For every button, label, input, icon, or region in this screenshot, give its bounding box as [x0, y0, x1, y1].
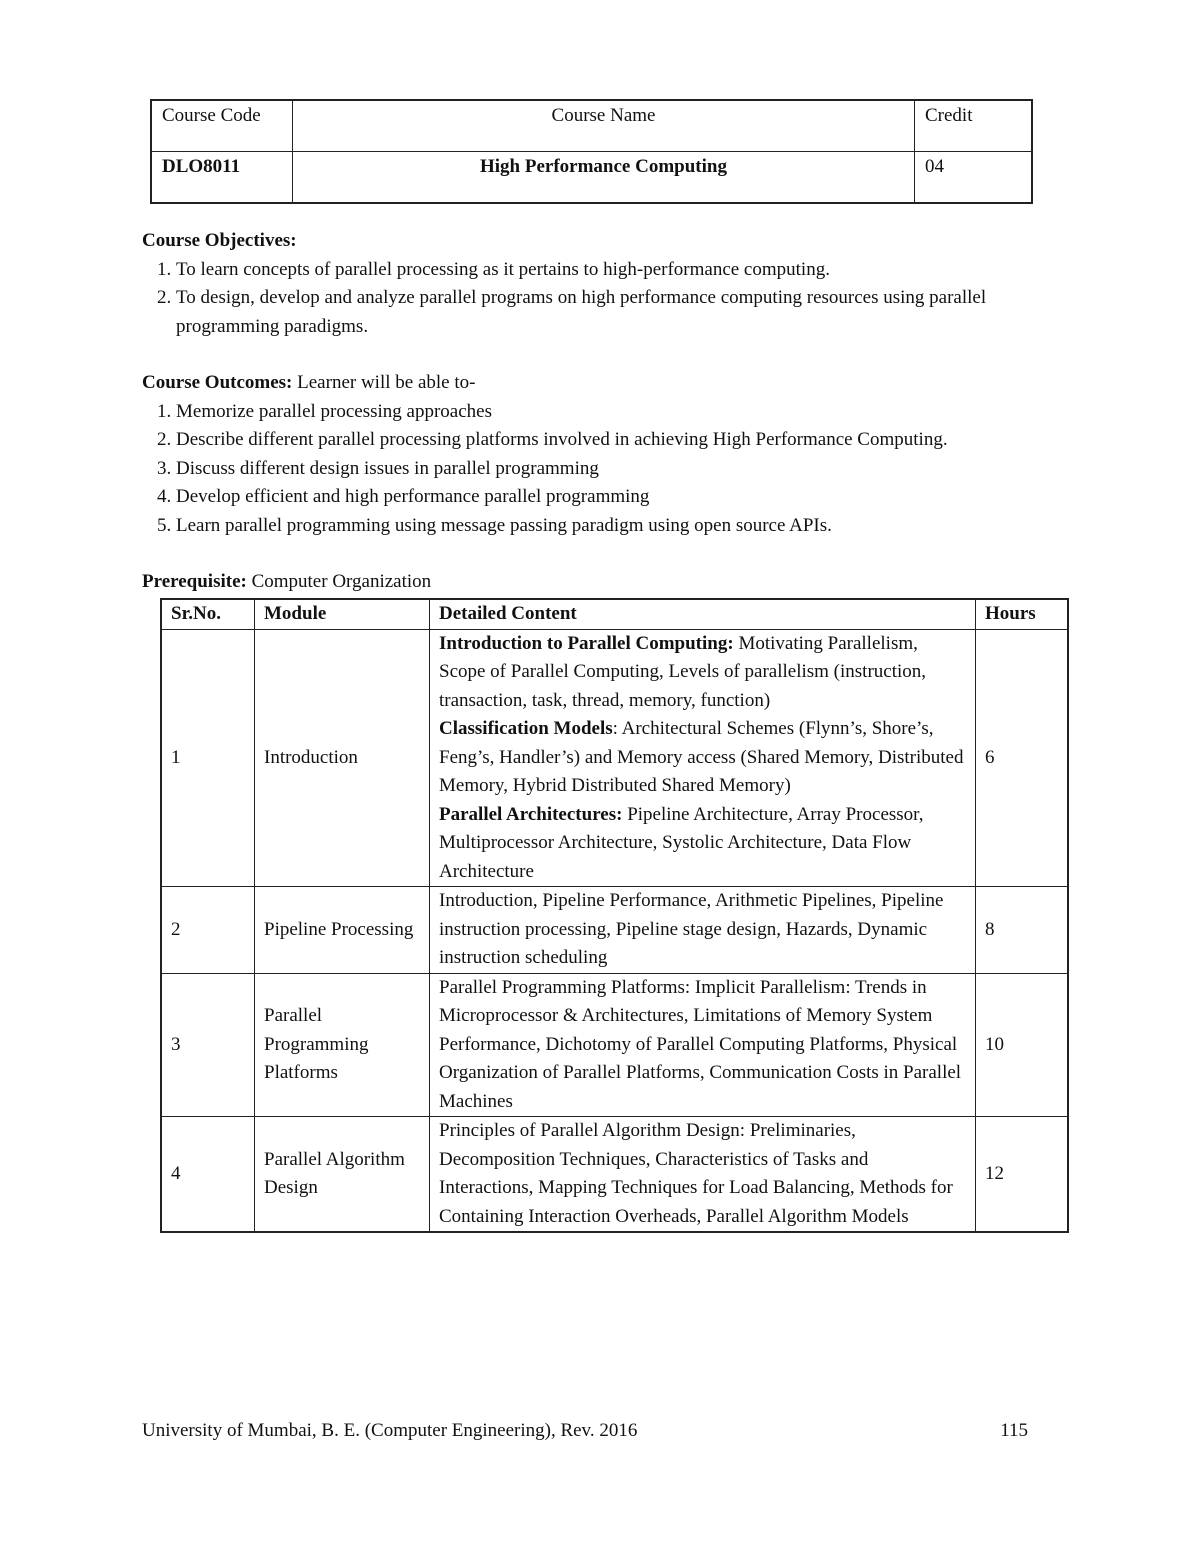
- course-outcomes-line: [142, 369, 1062, 398]
- objective-item: 1. To learn concepts of parallel processing as it pertains to high-performance computing.: [176, 256, 1062, 285]
- sr-no-cell: 1: [161, 629, 255, 887]
- course-outcomes-heading: Course Outcomes:: [142, 372, 293, 393]
- content-part: [439, 801, 966, 887]
- outcome-item: 1. Memorize parallel processing approaches: [176, 398, 1062, 427]
- course-outcomes-section: [142, 369, 1062, 540]
- course-objectives-section: [142, 227, 1062, 341]
- hours-header: Hours: [976, 599, 1069, 629]
- sr-no-cell: 3: [161, 973, 255, 1117]
- sr-no-cell: 4: [161, 1117, 255, 1233]
- module-cell: Parallel Programming Platforms: [255, 973, 430, 1117]
- table-row: [161, 1117, 1068, 1233]
- outcome-item: 3. Discuss different design issues in parallel programming: [176, 455, 1062, 484]
- content-part-text: Motivating Parallelism, Scope of Parallel Computing, Levels of parallelism (instruction, transaction, task, thread, memory, function): [439, 632, 927, 711]
- table-row: [161, 887, 1068, 974]
- hours-cell: 12: [976, 1117, 1069, 1233]
- course-objectives-list: [142, 256, 1062, 342]
- course-info-table: [150, 99, 1033, 204]
- content-part-title: Parallel Architectures:: [439, 803, 623, 825]
- objective-item: 2. To design, develop and analyze parallel programs on high performance computing resources using parallel programming paradigms.: [176, 284, 1062, 341]
- sr-no-cell: 2: [161, 887, 255, 974]
- course-outcomes-intro: Learner will be able to-: [292, 372, 476, 393]
- outcome-item: 5. Learn parallel programming using message passing paradigm using open source APIs.: [176, 512, 1062, 541]
- hours-cell: 10: [976, 973, 1069, 1117]
- module-cell: Pipeline Processing: [255, 887, 430, 974]
- course-objectives-heading: Course Objectives:: [142, 230, 297, 251]
- module-cell: Introduction: [255, 629, 430, 887]
- table-row: [161, 973, 1068, 1117]
- content-part: [439, 630, 966, 716]
- detailed-content-cell: Principles of Parallel Algorithm Design: Preliminaries, Decomposition Techniques, Characteristics of Tasks and Interactions, Mapping Techniques for Load Balancing, Methods for Containing Interaction Overheads, Parallel Algorithm Models: [430, 1117, 976, 1233]
- page-number: 115: [1000, 1420, 1028, 1441]
- course-name-header: Course Name: [293, 100, 915, 152]
- outcome-item: 4. Develop efficient and high performance parallel programming: [176, 483, 1062, 512]
- content-part-title: Classification Models: [439, 718, 613, 739]
- course-name-value: High Performance Computing: [293, 152, 915, 204]
- content-part-title: Introduction to Parallel Computing:: [439, 632, 734, 654]
- content-part-text: Pipeline Architecture, Array Processor, Multiprocessor Architecture, Systolic Architecture, Data Flow Architecture: [439, 803, 924, 882]
- course-info-header-row: [151, 100, 1032, 152]
- detailed-content-cell: Introduction, Pipeline Performance, Arithmetic Pipelines, Pipeline instruction processing, Pipeline stage design, Hazards, Dynamic instruction scheduling: [430, 887, 976, 974]
- detailed-content-cell: Parallel Programming Platforms: Implicit Parallelism: Trends in Microprocessor & Architectures, Limitations of Memory System Performance, Dichotomy of Parallel Computing Platforms, Physical Organization of Parallel Platforms, Communication Costs in Parallel Machines: [430, 973, 976, 1117]
- sr-no-header: Sr.No.: [161, 599, 255, 629]
- prerequisite-label: Prerequisite:: [142, 571, 247, 592]
- table-row: [161, 629, 1068, 887]
- credit-value: 04: [915, 152, 1033, 204]
- course-info-value-row: [151, 152, 1032, 204]
- detailed-content-cell: [430, 629, 976, 887]
- prerequisite-line: [142, 568, 1062, 597]
- syllabus-table: [160, 598, 1069, 1233]
- course-code-value: DLO8011: [151, 152, 293, 204]
- detailed-content-header: Detailed Content: [430, 599, 976, 629]
- prerequisite-value: Computer Organization: [246, 571, 432, 592]
- hours-cell: 6: [976, 629, 1069, 887]
- content-part: [439, 715, 966, 801]
- content-part-text: : Architectural Schemes (Flynn’s, Shore’s, Feng’s, Handler’s) and Memory access (Shared Memory, Distributed Memory, Hybrid Distributed Shared Memory): [439, 718, 964, 796]
- outcome-item: 2. Describe different parallel processing platforms involved in achieving High Performance Computing.: [176, 426, 1062, 455]
- course-outcomes-list: [142, 398, 1062, 541]
- credit-header: Credit: [915, 100, 1033, 152]
- hours-cell: 8: [976, 887, 1069, 974]
- footer-text: University of Mumbai, B. E. (Computer Engineering), Rev. 2016: [142, 1420, 638, 1441]
- course-code-header: Course Code: [151, 100, 293, 152]
- module-header: Module: [255, 599, 430, 629]
- syllabus-header-row: [161, 599, 1068, 629]
- module-cell: Parallel Algorithm Design: [255, 1117, 430, 1233]
- page-footer: [142, 1420, 1028, 1442]
